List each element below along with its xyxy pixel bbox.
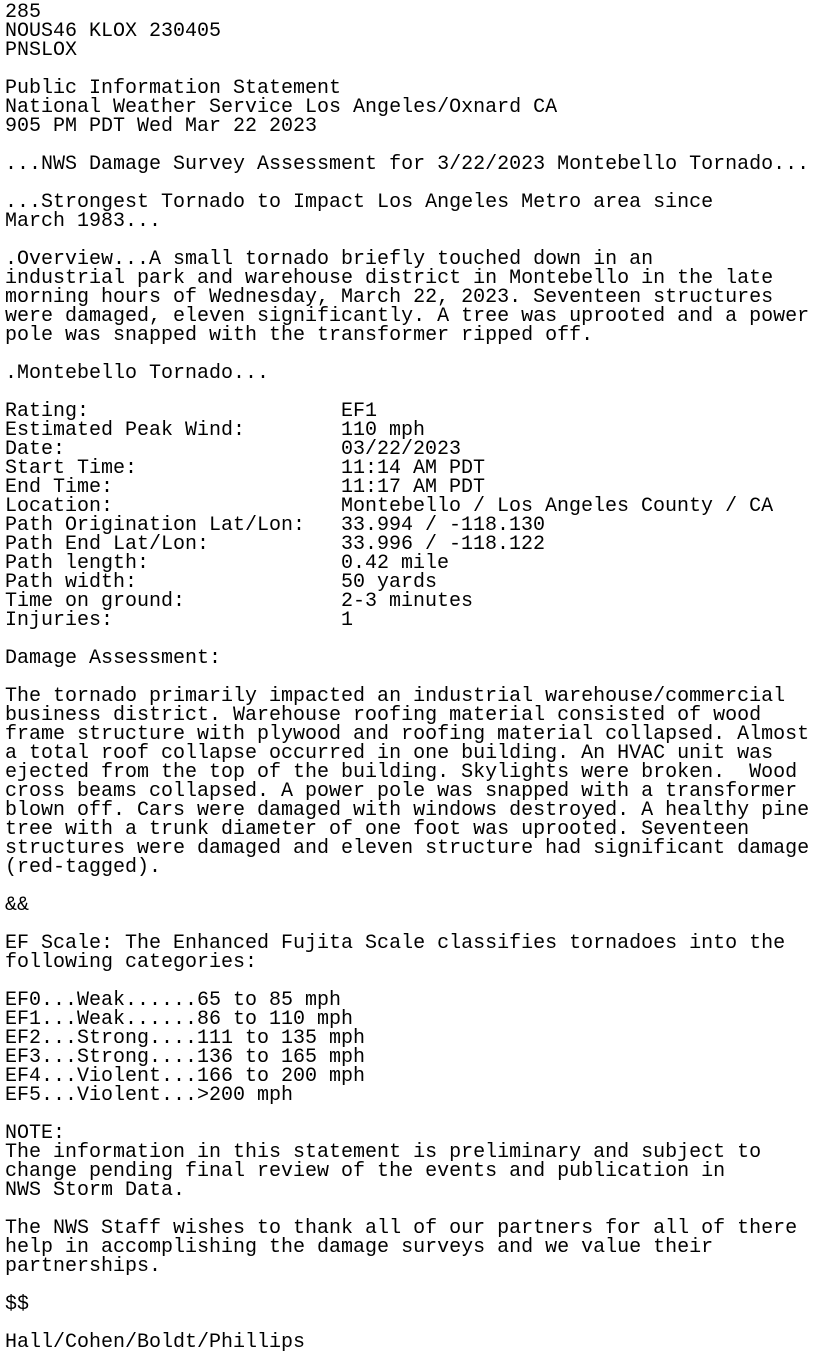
detail-row-injuries	[5, 611, 813, 630]
damage-line: (red-tagged).	[5, 856, 162, 879]
damage-line: tree with a trunk diameter of one foot was uprooted. Seventeen	[5, 818, 750, 841]
note-line: NWS Storm Data.	[5, 1179, 186, 1202]
ef-scale-row: EF3...Strong....136 to 165 mph	[5, 1046, 366, 1069]
damage-line: ejected from the top of the building. Skylights were broken. Wood	[5, 761, 798, 784]
detail-label: Injuries:	[5, 609, 114, 632]
end-marker: $$	[5, 1293, 30, 1316]
note-line: change pending final review of the events and publication in	[5, 1160, 726, 1183]
detail-label: Path width:	[5, 571, 138, 594]
thanks-line: partnerships.	[5, 1255, 162, 1278]
headline: ...NWS Damage Survey Assessment for 3/22/2023 Montebello Tornado...	[5, 153, 810, 176]
damage-title: Damage Assessment:	[5, 647, 222, 670]
issue-time: 905 PM PDT Wed Mar 22 2023	[5, 115, 318, 138]
issuing-office: National Weather Service Los Angeles/Oxnard CA	[5, 96, 558, 119]
blank-line	[5, 1105, 813, 1124]
detail-value: 11:17 AM PDT	[341, 476, 486, 499]
blank-line	[5, 877, 813, 896]
detail-row-time-on-ground	[5, 592, 813, 611]
detail-value: 33.994 / -118.130	[341, 514, 546, 537]
subheadline-line: ...Strongest Tornado to Impact Los Angeles Metro area since	[5, 191, 714, 214]
blank-line	[5, 1276, 813, 1295]
damage-line: business district. Warehouse roofing material consisted of wood	[5, 704, 762, 727]
ef-scale-row: EF0...Weak......65 to 85 mph	[5, 989, 342, 1012]
detail-label: Time on ground:	[5, 590, 186, 613]
product-title: Public Information Statement	[5, 77, 342, 100]
ef-intro-line: EF Scale: The Enhanced Fujita Scale classifies tornadoes into the	[5, 932, 786, 955]
damage-line: blown off. Cars were damaged with windows destroyed. A healthy pine	[5, 799, 810, 822]
damage-line: structures were damaged and eleven structure had significant damage	[5, 837, 810, 860]
detail-label: End Time:	[5, 476, 114, 499]
section-separator: &&	[5, 894, 30, 917]
damage-line: The tornado primarily impacted an industrial warehouse/commercial	[5, 685, 786, 708]
tornado-details	[5, 402, 813, 630]
ef-scale-row: EF2...Strong....111 to 135 mph	[5, 1027, 366, 1050]
overview-line: .Overview...A small tornado briefly touched down in an	[5, 248, 654, 271]
subheadline-line: March 1983...	[5, 210, 162, 233]
detail-value: 1	[341, 609, 354, 632]
detail-value: EF1	[341, 400, 378, 423]
detail-label: Start Time:	[5, 457, 138, 480]
damage-line: cross beams collapsed. A power pole was snapped with a transformer	[5, 780, 798, 803]
thanks-line: The NWS Staff wishes to thank all of our partners for all of there	[5, 1217, 798, 1240]
wmo-header: NOUS46 KLOX 230405	[5, 20, 222, 43]
detail-label: Path Origination Lat/Lon:	[5, 514, 306, 537]
detail-label: Path End Lat/Lon:	[5, 533, 210, 556]
damage-line: a total roof collapse occurred in one building. An HVAC unit was	[5, 742, 774, 765]
ef-scale-row: EF5...Violent...>200 mph	[5, 1084, 294, 1107]
detail-value: 50 yards	[341, 571, 438, 594]
overview-line: industrial park and warehouse district in Montebello in the late	[5, 267, 774, 290]
detail-label: Path length:	[5, 552, 150, 575]
detail-label: Estimated Peak Wind:	[5, 419, 246, 442]
detail-value: 110 mph	[341, 419, 426, 442]
detail-value: 2-3 minutes	[341, 590, 474, 613]
note-line: NOTE:	[5, 1122, 66, 1145]
ef-scale-row: EF1...Weak......86 to 110 mph	[5, 1008, 354, 1031]
damage-line: frame structure with plywood and roofing material collapsed. Almost	[5, 723, 810, 746]
detail-value: Montebello / Los Angeles County / CA	[341, 495, 774, 518]
product-sequence: 285	[5, 1, 42, 24]
thanks-line: help in accomplishing the damage surveys and we value their	[5, 1236, 714, 1259]
ef-intro-line: following categories:	[5, 951, 258, 974]
detail-value: 0.42 mile	[341, 552, 450, 575]
ef-scale-row: EF4...Violent...166 to 200 mph	[5, 1065, 366, 1088]
detail-label: Date:	[5, 438, 66, 461]
blank-line	[5, 383, 813, 402]
detail-label: Location:	[5, 495, 114, 518]
awips-id: PNSLOX	[5, 39, 78, 62]
detail-value: 33.996 / -118.122	[341, 533, 546, 556]
overview-line: pole was snapped with the transformer ripped off.	[5, 324, 594, 347]
overview-line: morning hours of Wednesday, March 22, 2023. Seventeen structures	[5, 286, 774, 309]
detail-label: Rating:	[5, 400, 90, 423]
overview-line: were damaged, eleven significantly. A tree was uprooted and a power	[5, 305, 810, 328]
signature: Hall/Cohen/Boldt/Phillips	[5, 1331, 306, 1354]
note-line: The information in this statement is preliminary and subject to	[5, 1141, 762, 1164]
detail-value: 11:14 AM PDT	[341, 457, 486, 480]
section-title: .Montebello Tornado...	[5, 362, 270, 385]
detail-value: 03/22/2023	[341, 438, 462, 461]
